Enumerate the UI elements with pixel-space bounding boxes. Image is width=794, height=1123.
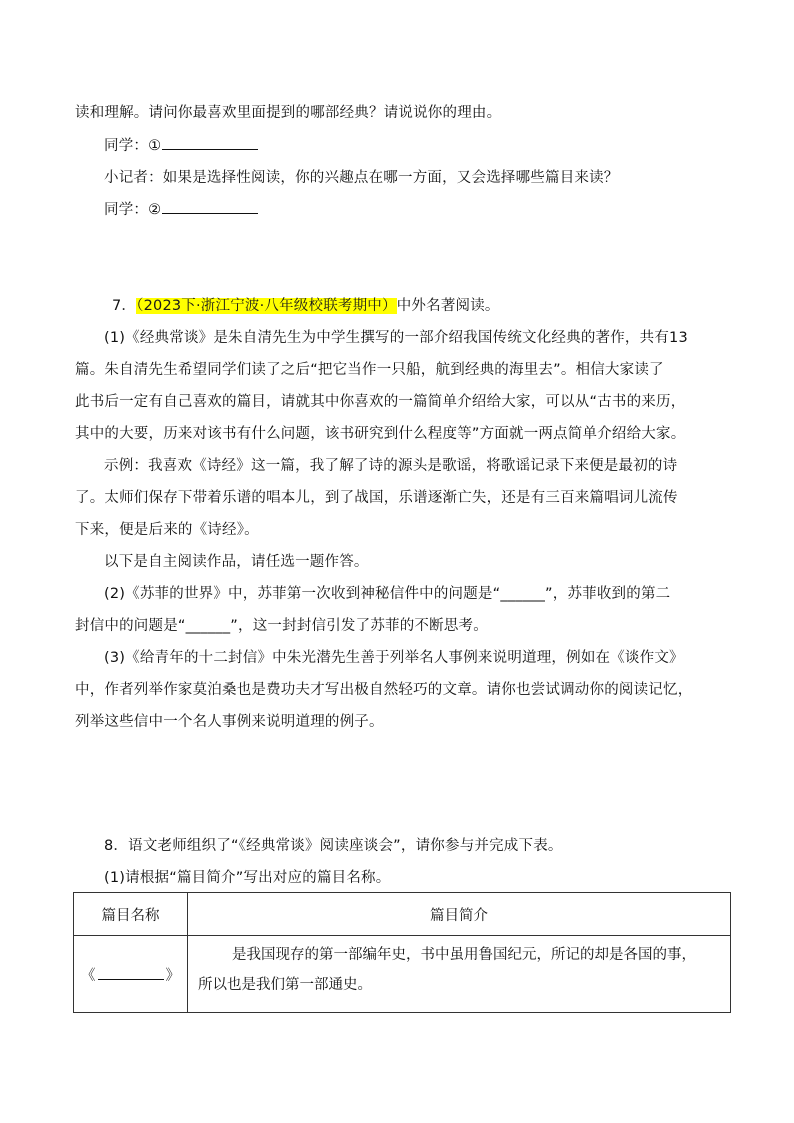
table-row xyxy=(74,936,731,1013)
chapter-name-cell xyxy=(74,936,188,1013)
intro-line: 所以也是我们第一部通史。 xyxy=(198,977,372,993)
source-highlight: （2023下·浙江宁波·八年级校联考期中） xyxy=(136,298,397,314)
q7-example-line: 了。太师们保存下带着乐谱的唱本儿，到了战国，乐谱逐渐亡失，还是有三百来篇唱词儿流传 xyxy=(75,490,678,506)
q7-part3-line: (3)《给青年的十二封信》中朱光潜先生善于列举名人事例来说明道理，例如在《谈作文》 xyxy=(104,650,684,666)
q6-student-answer-1 xyxy=(104,134,258,155)
q7-part1-line: (1)《经典常谈》是朱自清先生为中学生撰写的一部介绍我国传统文化经典的著作，共有13 xyxy=(104,330,688,346)
q7-part1-line: 其中的大要，历来对该书有什么问题，该书研究到什么程度等”方面就一两点简单介绍给大家。 xyxy=(75,426,686,442)
q6-text-line: 读和理解。请问你最喜欢里面提到的哪部经典？请说说你的理由。 xyxy=(75,105,502,121)
answer-blank-2[interactable] xyxy=(162,199,258,214)
question-title: 中外名著阅读。 xyxy=(396,298,500,314)
q8-instruction: (1)请根据“篇目简介”写出对应的篇目名称。 xyxy=(104,870,391,886)
q7-example-line: 示例：我喜欢《诗经》这一篇，我了解了诗的源头是歌谣，将歌谣记录下来便是最初的诗 xyxy=(104,458,678,474)
q7-part2-line: 封信中的问题是“______”，这一封封信引发了苏菲的不断思考。 xyxy=(75,618,488,634)
q7-title xyxy=(112,294,500,315)
q6-student-answer-2 xyxy=(104,198,258,219)
chapter-table xyxy=(73,892,731,1013)
header-chapter-name: 篇目名称 xyxy=(74,893,188,936)
q8-title: 8．语文老师组织了“《经典常谈》阅读座谈会”，请你参与并完成下表。 xyxy=(104,838,563,854)
chapter-intro-cell xyxy=(188,936,731,1013)
student-label: 同学：① xyxy=(104,138,162,154)
q7-part2-line: (2)《苏菲的世界》中，苏菲第一次收到神秘信件中的问题是“______”，苏菲收到的第二 xyxy=(104,586,671,602)
q7-part3-line: 中，作者列举作家莫泊桑也是费功夫才写出极自然轻巧的文章。请你也尝试调动你的阅读记忆， xyxy=(75,682,693,698)
table-header-row xyxy=(74,893,731,936)
book-mark-open: 《 xyxy=(81,967,96,984)
q7-part1-line: 篇。朱自清先生希望同学们读了之后“把它当作一只船，航到经典的海里去”。相信大家读了 xyxy=(75,362,664,378)
question-number: 7． xyxy=(112,298,137,314)
header-chapter-intro: 篇目简介 xyxy=(188,893,731,936)
q7-part3-line: 列举这些信中一个名人事例来说明道理的例子。 xyxy=(75,714,384,730)
q7-part1-line: 此书后一定有自己喜欢的篇目，请就其中你喜欢的一篇简单介绍给大家，可以从“古书的来历， xyxy=(75,394,686,410)
answer-blank-1[interactable] xyxy=(162,135,258,150)
intro-line: 是我国现存的第一部编年史，书中虽用鲁国纪元，所记的却是各国的事， xyxy=(232,947,696,963)
q6-reporter-question: 小记者：如果是选择性阅读，你的兴趣点在哪一方面，又会选择哪些篇目来读？ xyxy=(104,170,619,186)
q7-choose-instruction: 以下是自主阅读作品，请任选一题作答。 xyxy=(104,554,369,570)
book-mark-close: 》 xyxy=(165,967,180,984)
chapter-name-blank[interactable] xyxy=(98,965,164,980)
student-label: 同学：② xyxy=(104,202,162,218)
q7-example-line: 下来，便是后来的《诗经》。 xyxy=(75,522,259,538)
